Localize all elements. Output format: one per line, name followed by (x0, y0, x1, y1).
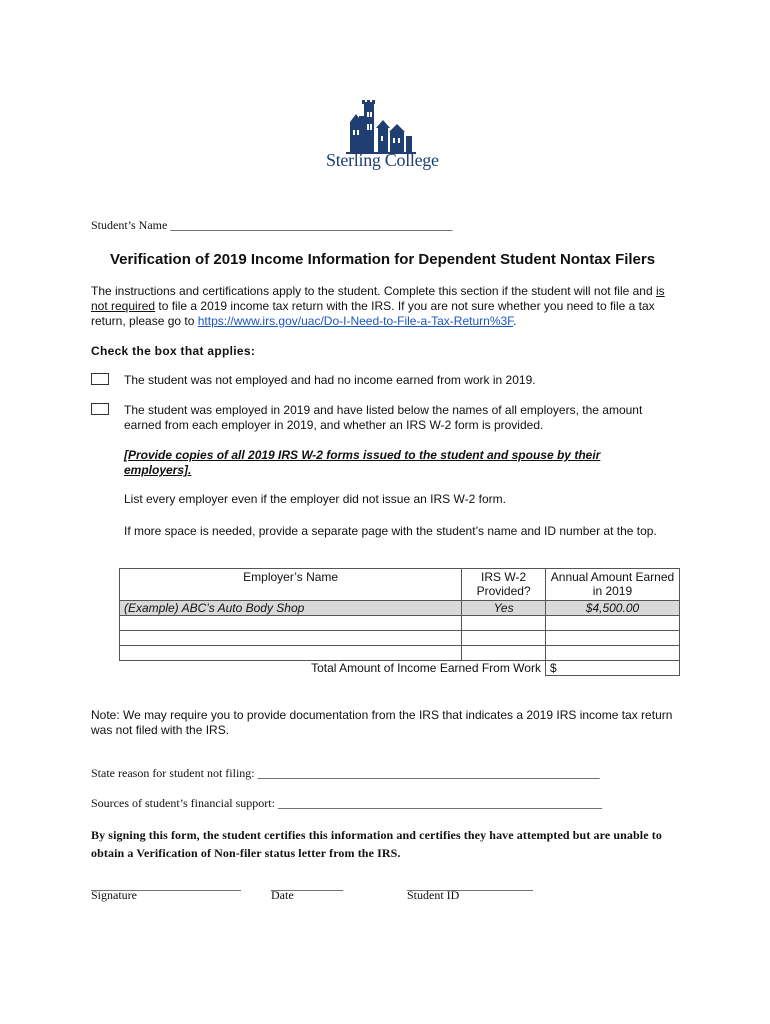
w2-cell[interactable] (462, 616, 546, 631)
employer-table (119, 568, 680, 676)
check-heading: Check the box that applies: (91, 344, 256, 358)
date-label: Date (271, 888, 294, 902)
college-building-icon (320, 98, 420, 156)
option-employed-checkbox[interactable] (91, 403, 109, 415)
w2-copies-note: [Provide copies of all 2019 IRS W-2 forms issued to the student and spouse by their employers]. (124, 448, 601, 477)
option-not-employed-label: The student was not employed and had no income earned from work in 2019. (124, 373, 536, 387)
date-field[interactable]: ____________ (271, 878, 343, 892)
example-employer: (Example) ABC’s Auto Body Shop (120, 601, 462, 616)
intro-text-1: The instructions and certifications apply to the student. Complete this section if the student will not file and (91, 284, 656, 298)
option-not-employed-checkbox[interactable] (91, 373, 109, 385)
header-annual-amount: Annual Amount Earned in 2019 (545, 569, 679, 601)
table-total-row (120, 661, 680, 676)
amount-cell[interactable] (545, 616, 679, 631)
option-employed-label: The student was employed in 2019 and have listed below the names of all employers, the amount earned from each employer in 2019, and whether an IRS W-2 form is provided. (124, 403, 643, 432)
header-employer-name: Employer’s Name (120, 569, 462, 601)
intro-underlined: is not required (91, 284, 665, 313)
intro-paragraph (91, 284, 681, 329)
more-space-text: If more space is needed, provide a separate page with the student’s name and ID number at the top. (124, 524, 657, 538)
table-row-example (120, 601, 680, 616)
page-title: Verification of 2019 Income Information for Dependent Student Nontax Filers (110, 251, 656, 268)
employer-name-cell[interactable] (120, 646, 462, 661)
employer-name-cell[interactable] (120, 631, 462, 646)
example-w2: Yes (462, 601, 546, 616)
w2-cell[interactable] (462, 631, 546, 646)
employer-name-cell[interactable] (120, 616, 462, 631)
logo-wordmark: Sterling College (326, 150, 439, 170)
list-every-employer-text: List every employer even if the employer did not issue an IRS W-2 form. (124, 492, 506, 506)
irs-link[interactable]: https://www.irs.gov/uac/Do-I-Need-to-File-a-Tax-Return%3F (197, 314, 514, 328)
reason-not-filing-line[interactable]: State reason for student not filing: _________________________________________________________ (91, 766, 600, 780)
total-label: Total Amount of Income Earned From Work (120, 661, 546, 676)
student-id-label: Student ID (407, 888, 460, 902)
intro-text-3: . (513, 314, 517, 328)
header-w2-provided: IRS W-2 Provided? (462, 569, 546, 601)
student-id-field[interactable]: _____________________ (407, 878, 533, 892)
total-amount-cell[interactable]: $ (545, 661, 679, 676)
table-header-row (120, 569, 680, 601)
student-name-line[interactable]: Student’s Name _______________________________________________ (91, 218, 453, 232)
irs-documentation-note: Note: We may require you to provide documentation from the IRS that indicates a 2019 IRS income tax return was not filed with the IRS. (91, 708, 673, 737)
w2-cell[interactable] (462, 646, 546, 661)
table-row (120, 616, 680, 631)
table-row (120, 646, 680, 661)
amount-cell[interactable] (545, 646, 679, 661)
table-row (120, 631, 680, 646)
financial-support-line[interactable]: Sources of student’s financial support: ______________________________________________________ (91, 796, 602, 810)
intro-text-2: to file a 2019 income tax return with the IRS. If you are not sure whether you need to file a tax return, please go to (91, 299, 655, 328)
signature-field[interactable]: _________________________ (91, 878, 241, 892)
sterling-college-logo (320, 98, 450, 178)
certification-statement: By signing this form, the student certifies this information and certifies they have attempted but are unable to obtain a Verification of Non-filer status letter from the IRS. (91, 828, 662, 860)
signature-label: Signature (91, 888, 137, 902)
amount-cell[interactable] (545, 631, 679, 646)
example-amount: $4,500.00 (545, 601, 679, 616)
